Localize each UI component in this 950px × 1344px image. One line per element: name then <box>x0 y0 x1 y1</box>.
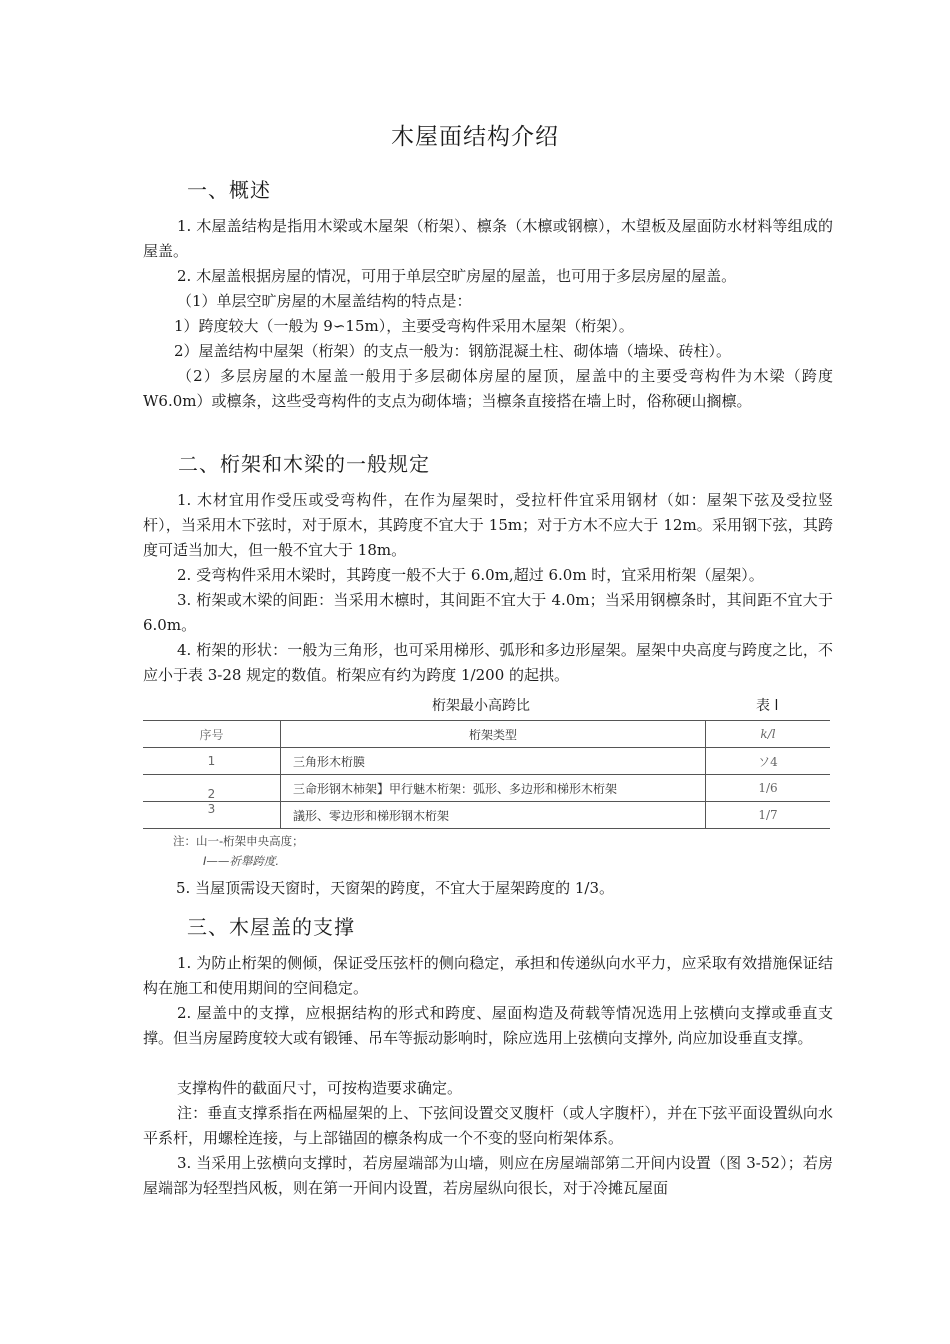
table-cell: 2 <box>143 775 281 802</box>
table-cell: 議形、零边形和梯形钢木桁架 <box>281 802 706 829</box>
paragraph: 2. 屋盖中的支撑，应根据结构的形式和跨度、屋面构造及荷载等情况选用上弦横向支撑或垂直支撑。但当房屋跨度较大或有锻锤、吊车等振动影响时，除应选用上弦横向支撑外, 尚应加设垂直支撑。 <box>143 1004 833 1047</box>
table-note: 注：山一-桁架申央高度； <box>173 834 304 848</box>
table-label: 表 l <box>756 698 779 714</box>
paragraph: 2）屋盖结构中屋架（桁架）的支点一般为：钢筋混凝土柱、砌体墙（墙垛、砖柱）。 <box>174 342 732 360</box>
header-cell: k/l <box>706 721 831 748</box>
header-cell: 桁架类型 <box>281 721 706 748</box>
paragraph: 2. 受弯构件采用木梁时，其跨度一般不大于 6.0m,超过 6.0m 时，宜采用桁架（屋架）。 <box>177 566 764 584</box>
table-row <box>143 775 830 802</box>
table-cell: 1/7 <box>706 802 831 829</box>
paragraph: 1）跨度较大（一般为 9∽15m），主要受弯构件采用木屋架（桁架）。 <box>174 317 634 335</box>
paragraph: 5. 当屋顶需设天窗时，天窗架的跨度，不宜大于屋架跨度的 1/3。 <box>176 879 614 897</box>
table-cell: 1/6 <box>706 775 831 802</box>
paragraph: 3. 桁架或木梁的间距：当采用木檩时，其间距不宜大于 4.0m；当采用钢檩条时，其间距不宜大于 6.0m。 <box>143 591 833 634</box>
table-cell: 三角形木桁膜 <box>281 748 706 775</box>
table-caption: 桁架最小高跨比 <box>432 698 530 714</box>
ratio-table <box>143 720 830 829</box>
table-cell: 3 <box>143 802 281 829</box>
paragraph: （1）单层空旷房屋的木屋盖结构的特点是： <box>177 292 472 310</box>
section-heading-bracing: 三、木屋盖的支撑 <box>187 915 355 939</box>
paragraph: 支撑构件的截面尺寸，可按构造要求确定。 <box>177 1079 463 1097</box>
header-cell: 序号 <box>143 721 281 748</box>
paragraph: 2. 木屋盖根据房屋的情况，可用于单层空旷房屋的屋盖，也可用于多层房屋的屋盖。 <box>177 267 737 285</box>
paragraph: 1. 木屋盖结构是指用木梁或木屋架（桁架）、檩条（木檩或钢檩），木望板及屋面防水材料等组成的屋盖。 <box>143 217 833 260</box>
paragraph: 注：垂直支撑系指在两榀屋架的上、下弦间设置交叉腹杆（或人字腹杆），并在下弦平面设置纵向水平系杆，用螺栓连接，与上部锚固的檩条构成一个不变的竖向桁架体系。 <box>143 1104 833 1147</box>
paragraph: （2）多层房屋的木屋盖一般用于多层砌体房屋的屋顶，屋盖中的主要受弯构件为木梁（跨度 W6.0m）或檩条，这些受弯构件的支点为砌体墙；当檩条直接搭在墙上时，俗称硬山搁檩。 <box>143 367 833 410</box>
paragraph: 3. 当采用上弦横向支撑时，若房屋端部为山墙，则应在房屋端部第二开间内设置（图 3-52）；若房屋端部为轻型挡风板，则在第一开间内设置，若房屋纵向很长，对于冷摊瓦屋面 <box>143 1154 833 1197</box>
table-row <box>143 748 830 775</box>
section-heading-general-rules: 二、桁架和木梁的一般规定 <box>178 452 430 476</box>
table-cell: 1 <box>143 748 281 775</box>
table-cell: 三命形钢木柿架】甲行魅木桁架：弧形、多边形和梯形木桁架 <box>281 775 706 802</box>
section-heading-overview: 一、概述 <box>187 178 271 202</box>
table-cell: ソ4 <box>706 748 831 775</box>
table-note: I——祈舉跨度. <box>203 854 280 868</box>
document-title: 木屋面结构介绍 <box>391 124 559 150</box>
paragraph: 1. 木材宜用作受压或受弯构件，在作为屋架时，受拉杆件宜采用钢材（如：屋架下弦及受拉竖杆），当采用木下弦时，对于原木，其跨度不宜大于 15m；对于方木不应大于 12m。采用钢下弦，其跨度可适当加大，但一般不宜大于 18m。 <box>143 491 833 559</box>
table-header-row <box>143 721 830 748</box>
paragraph: 1. 为防止桁架的侧倾，保证受压弦杆的侧向稳定，承担和传递纵向水平力，应采取有效措施保证结构在施工和使用期间的空间稳定。 <box>143 954 833 997</box>
table-row <box>143 802 830 829</box>
paragraph: 4. 桁架的形状：一般为三角形，也可采用梯形、弧形和多边形屋架。屋架中央高度与跨度之比，不应小于表 3-28 规定的数值。桁架应有约为跨度 1/200 的起拱。 <box>143 641 833 684</box>
